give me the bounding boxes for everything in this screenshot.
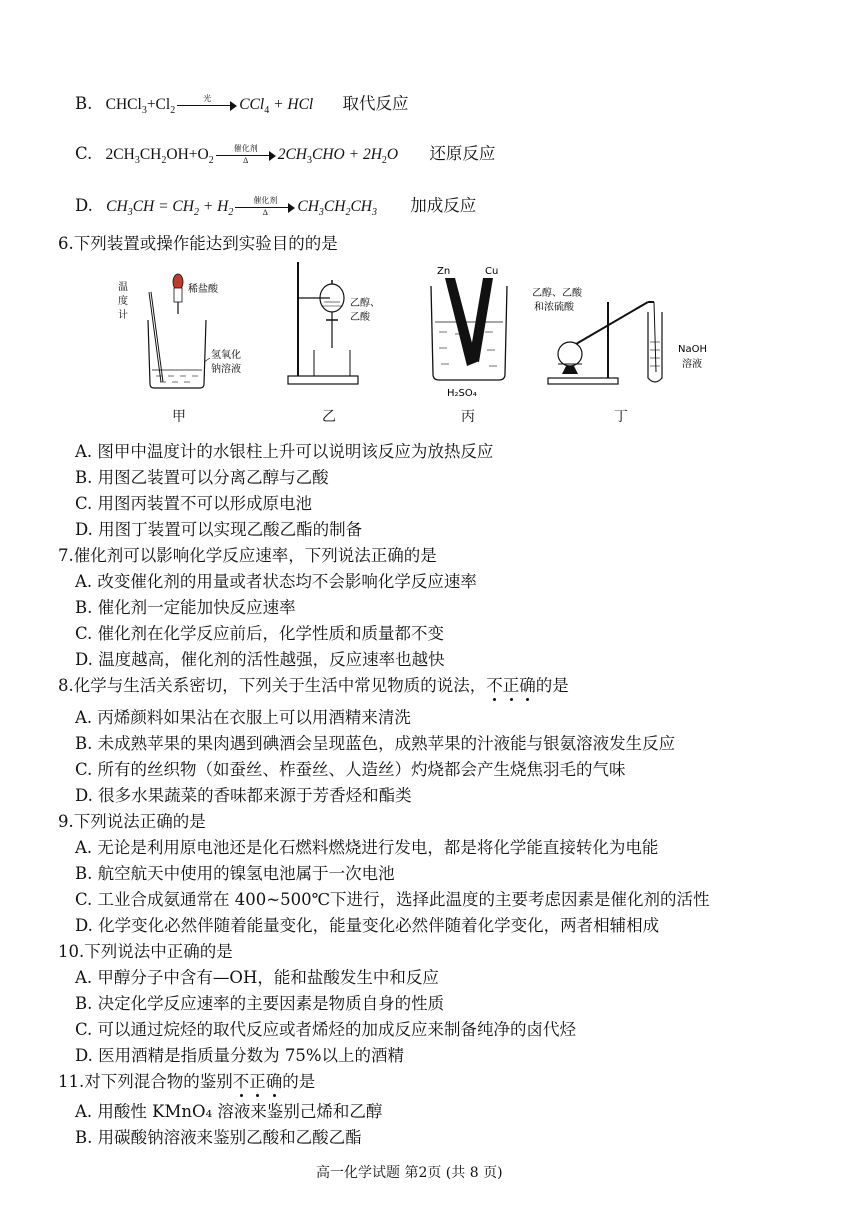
- figure-yi-separatory-funnel: [280, 258, 400, 388]
- q10-option-a: A. 甲醇分子中含有—OH，能和盐酸发生中和反应: [75, 968, 439, 987]
- svg-text:氢氧化: 氢氧化: [211, 350, 241, 361]
- q11-option-a: A. 用酸性 KMnO₄ 溶液来鉴别己烯和乙醇: [75, 1102, 383, 1121]
- page-footer: 高一化学试题 第2页 (共 8 页): [316, 1165, 503, 1181]
- q6-option-b: B. 用图乙装置可以分离乙醇与乙酸: [75, 468, 329, 487]
- q5c-reaction-type: 还原反应: [429, 144, 496, 163]
- svg-text:度: 度: [118, 296, 128, 307]
- svg-text:稀盐酸: 稀盐酸: [188, 284, 218, 295]
- q9-option-b: B. 航空航天中使用的镍氢电池属于一次电池: [75, 864, 395, 883]
- q5c-equation: $2CH_3CH_2OH+O_2$ 催化剂 Δ $2CH_3CHO + 2H_2O$: [105, 144, 399, 167]
- figure-caption-jia: 甲: [172, 409, 186, 425]
- reaction-arrow: 光: [177, 96, 237, 114]
- figure-ding-esterification-apparatus: [528, 282, 728, 392]
- figure-caption-bing: 丙: [461, 409, 475, 425]
- figure-bing-galvanic-cell: [425, 262, 525, 402]
- q8-option-b: B. 未成熟苹果的果肉遇到碘酒会呈现蓝色，成熟苹果的汁液能与银氨溶液发生反应: [75, 734, 676, 753]
- q6-option-d: D. 用图丁装置可以实现乙酸乙酯的制备: [75, 520, 363, 539]
- q10-stem: 10.下列说法中正确的是: [58, 942, 233, 961]
- figure-jia-thermometer-beaker: [110, 262, 260, 392]
- q9-option-c: C. 工业合成氨通常在 400~500℃下进行，选择此温度的主要考虑因素是催化剂的活性: [75, 890, 710, 909]
- q5-option-d: D. $CH_3CH = CH_2 + H_2$ 催化剂 Δ $CH_3CH_2CH_3$ 加成反应: [75, 196, 477, 219]
- svg-text:计: 计: [118, 310, 128, 321]
- svg-text:乙醇、乙酸: 乙醇、乙酸: [532, 288, 582, 299]
- q5b-reaction-type: 取代反应: [342, 94, 409, 113]
- svg-text:Cu: Cu: [485, 266, 499, 277]
- q9-option-d: D. 化学变化必然伴随着能量变化，能量变化必然伴随着化学变化，两者相辅相成: [75, 916, 660, 935]
- svg-text:温: 温: [118, 282, 128, 293]
- q10-option-b: B. 决定化学反应速率的主要因素是物质自身的性质: [75, 994, 445, 1013]
- q5b-equation: $CHCl_3+Cl_2$ 光 CCl$_4$ + HCl: [105, 94, 314, 117]
- q7-option-a: A. 改变催化剂的用量或者状态均不会影响化学反应速率: [75, 572, 477, 591]
- q6-stem: 6.下列装置或操作能达到实验目的的是: [58, 234, 338, 253]
- svg-text:乙醇、: 乙醇、: [350, 298, 380, 309]
- svg-text:溶液: 溶液: [682, 359, 702, 370]
- q5d-equation: $CH_3CH = CH_2 + H_2$ 催化剂 Δ $CH_3CH_2CH_3$: [106, 196, 378, 219]
- svg-text:钠溶液: 钠溶液: [211, 364, 241, 375]
- q7-option-d: D. 温度越高，催化剂的活性越强，反应速率也越快: [75, 650, 445, 669]
- q9-stem: 9.下列说法正确的是: [58, 812, 206, 831]
- q9-option-a: A. 无论是利用原电池还是化石燃料燃烧进行发电，都是将化学能直接转化为电能: [75, 838, 659, 857]
- q6-option-c: C. 用图丙装置不可以形成原电池: [75, 494, 313, 513]
- q10-option-c: C. 可以通过烷烃的取代反应或者烯烃的加成反应来制备纯净的卤代烃: [75, 1020, 577, 1039]
- svg-text:和浓硫酸: 和浓硫酸: [534, 302, 574, 313]
- reaction-arrow: 催化剂 Δ: [216, 146, 276, 164]
- q10-option-d: D. 医用酒精是指质量分数为 75%以上的酒精: [75, 1046, 405, 1065]
- reaction-arrow: 催化剂 Δ: [235, 198, 295, 216]
- q5-option-b: B. $CHCl_3+Cl_2$ 光 CCl$_4$ + HCl 取代反应: [75, 94, 409, 117]
- q8-option-d: D. 很多水果蔬菜的香味都来源于芳香烃和酯类: [75, 786, 412, 805]
- svg-text:乙酸: 乙酸: [350, 312, 370, 323]
- q5-option-c: C. $2CH_3CH_2OH+O_2$ 催化剂 Δ $2CH_3CHO + 2H_2O$ 还原反应: [75, 144, 496, 167]
- q6-option-a: A. 图甲中温度计的水银柱上升可以说明该反应为放热反应: [75, 442, 494, 461]
- q11-option-b: B. 用碳酸钠溶液来鉴别乙酸和乙酸乙酯: [75, 1128, 362, 1147]
- figure-caption-yi: 乙: [322, 409, 336, 425]
- q5d-reaction-type: 加成反应: [410, 196, 477, 215]
- svg-text:H₂SO₄: H₂SO₄: [447, 388, 477, 399]
- q7-stem: 7.催化剂可以影响化学反应速率，下列说法正确的是: [58, 546, 437, 565]
- q8-option-c: C. 所有的丝织物（如蚕丝、柞蚕丝、人造丝）灼烧都会产生烧焦羽毛的气味: [75, 760, 626, 779]
- q8-option-a: A. 丙烯颜料如果沾在衣服上可以用酒精来清洗: [75, 708, 411, 727]
- q7-option-c: C. 催化剂在化学反应前后，化学性质和质量都不变: [75, 624, 445, 643]
- q8-stem: 8.化学与生活关系密切，下列关于生活中常见物质的说法，不正确的是: [58, 676, 569, 695]
- figure-caption-ding: 丁: [614, 409, 628, 425]
- q11-stem: 11.对下列混合物的鉴别不正确的是: [58, 1072, 316, 1091]
- q7-option-b: B. 催化剂一定能加快反应速率: [75, 598, 296, 617]
- svg-text:NaOH: NaOH: [678, 344, 707, 355]
- svg-text:Zn: Zn: [437, 266, 451, 277]
